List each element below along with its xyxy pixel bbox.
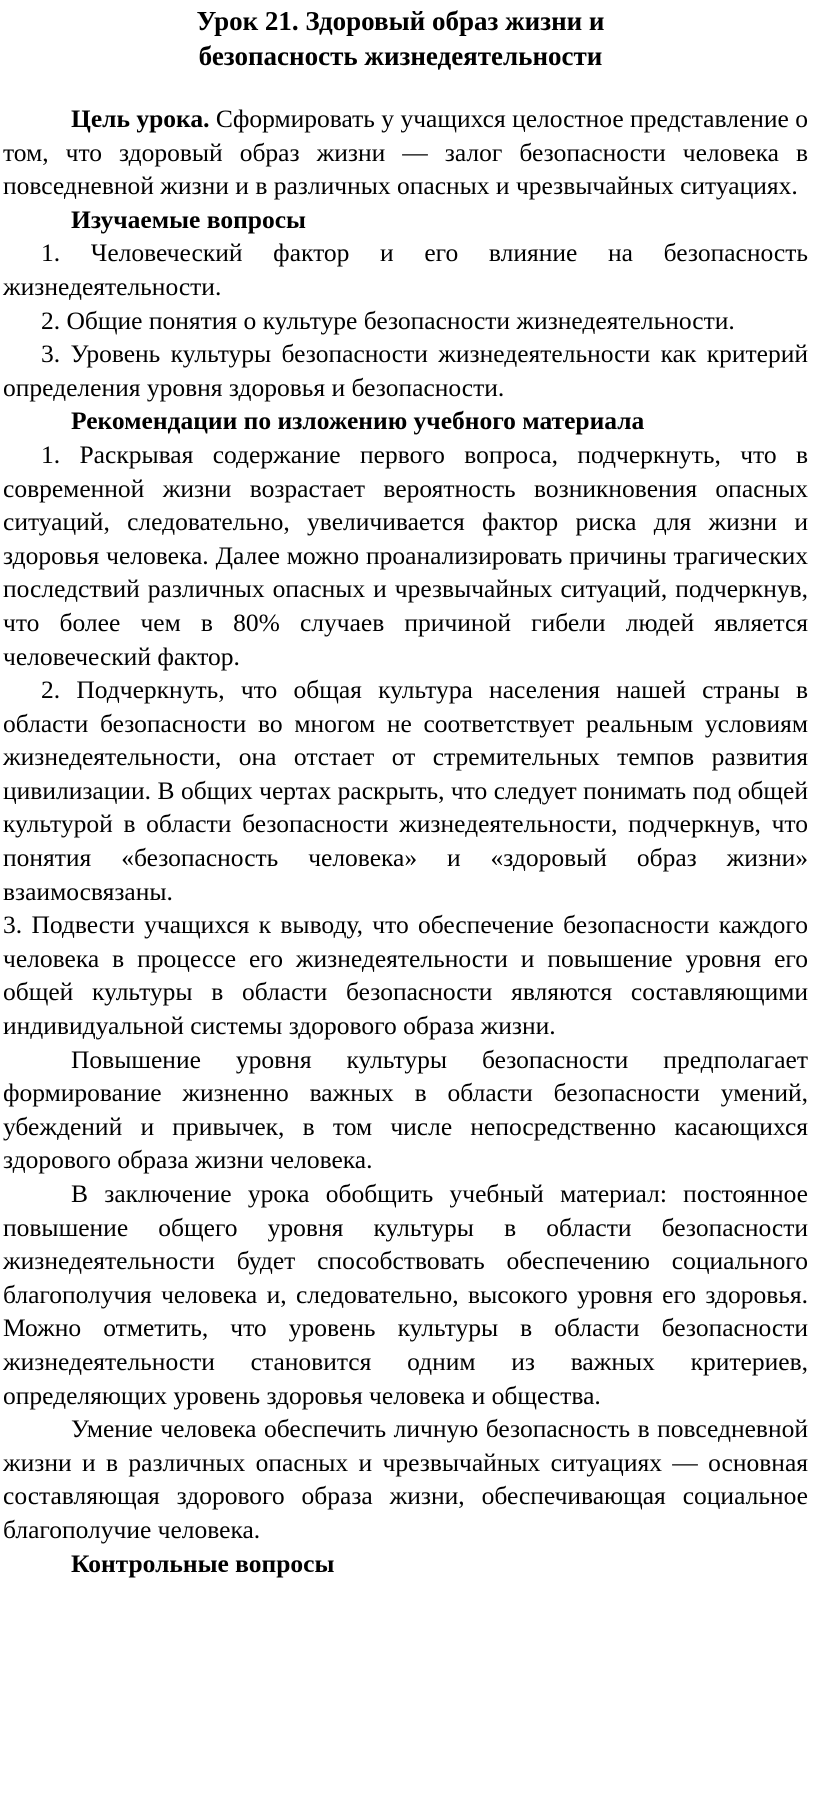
question-item: 2. Общие понятия о культуре безопасности жизнедеятельности. [41, 305, 735, 335]
body-paragraph: В заключение урока обобщить учебный материал: постоянное повышение общего уровня культуры в области безопасности жизнедеятельности будет способствовать обеспечению социального благополучия человека и, следовательно, высокого уровня его здоровья. Можно отметить, что уровень культуры в области безопасности жизнедеятельности становится одним из важных критериев, определяющих уровень здоровья человека и общества. [3, 1179, 808, 1410]
body-paragraph: Умение человека обеспечить личную безопасность в повседневной жизни и в различных опасных и чрезвычайных ситуациях — основная составляющая здорового образа жизни, обеспечивающая социальное благополучие человека. [3, 1414, 808, 1544]
recommendation-item: 3. Подвести учащихся к выводу, что обеспечение безопасности каждого человека в процессе его жизнедеятельности и повышение уровня его общей культуры в области безопасности являются составляющими индивидуальной системы здорового образа жизни. [3, 910, 808, 1041]
questions-heading: Изучаемые вопросы [71, 204, 306, 234]
lesson-goal [3, 102, 808, 203]
question-item: 1. Человеческий фактор и его влияние на безопасность жизнедеятельности. [3, 238, 808, 301]
recommendation-item: 2. Подчеркнуть, что общая культура населения нашей страны в области безопасности во многом не соответствует реальным условиям жизнедеятельности, она отстает от стремительных темпов развития цивилизации. В общих чертах раскрыть, что следует понимать под общей культурой в области безопасности жизнедеятельности, подчеркнув, что понятия «безопасность человека» и «здоровый образ жизни» взаимосвязаны. [3, 675, 808, 906]
control-questions-heading: Контрольные вопросы [71, 1548, 335, 1578]
lesson-goal-text: Сформировать у учащихся целостное представление о том, что здоровый образ жизни — залог безопасности человека в повседневной жизни и в различных опасных и чрезвычайных ситуациях. [3, 104, 808, 201]
lesson-title-line-2: безопасность жизнедеятельности [198, 41, 603, 71]
lesson-title [3, 4, 808, 74]
lesson-title-line-1: Урок 21. Здоровый образ жизни и [196, 6, 605, 36]
lesson-goal-label: Цель урока. [71, 104, 210, 133]
recommendations-heading: Рекомендации по изложению учебного материала [71, 406, 645, 436]
question-item: 3. Уровень культуры безопасности жизнедеятельности как критерий определения уровня здоровья и безопасности. [3, 339, 808, 402]
recommendation-item: 1. Раскрывая содержание первого вопроса, подчеркнуть, что в современной жизни возрастает вероятность возникновения опасных ситуаций, следовательно, увеличивается фактор риска для жизни и здоровья человека. Далее можно проанализировать причины трагических последствий различных опасных и чрезвычайных ситуаций, подчеркнув, что более чем в 80% случаев причиной гибели людей является человеческий фактор. [3, 439, 808, 671]
body-paragraph: Повышение уровня культуры безопасности предполагает формирование жизненно важных в области безопасности умений, убеждений и привычек, в том числе непосредственно касающихся здорового образа жизни человека. [3, 1044, 808, 1175]
